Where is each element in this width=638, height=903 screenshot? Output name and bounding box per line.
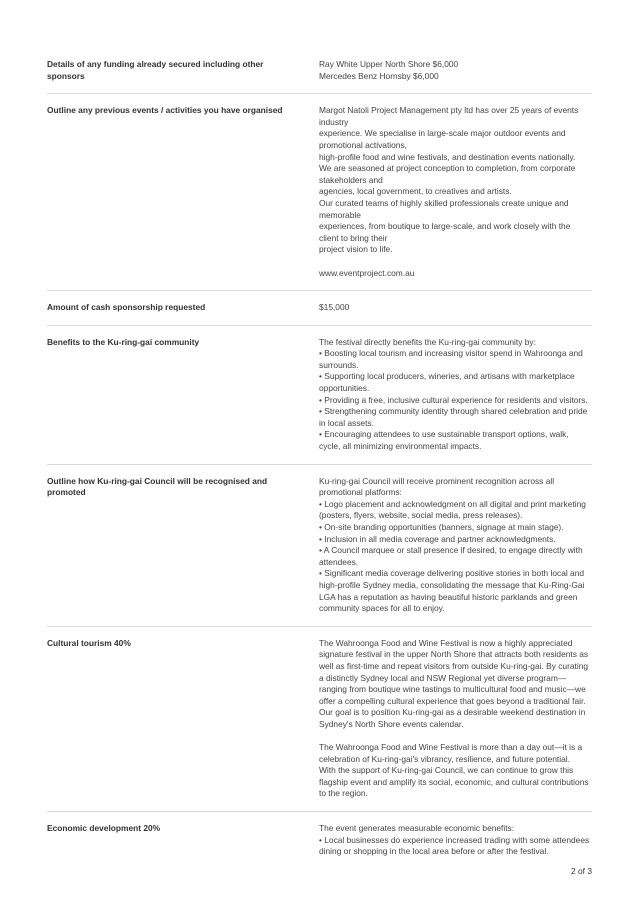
field-value-line: high-profile Sydney media, consolidating the message that Ku-Ring-Gai: [319, 579, 585, 590]
field-value-line: • Strengthening community identity through shared celebration and pride: [319, 406, 588, 417]
field-label-line: Details of any funding already secured including other: [47, 59, 264, 69]
table-row: [47, 476, 592, 627]
field-value-line: The event generates measurable economic benefits:: [319, 823, 515, 834]
field-value-line: • Logo placement and acknowledgment on all digital and print marketing: [319, 498, 586, 509]
field-value-line: We are seasoned at project conception to completion, from corporate: [319, 163, 576, 174]
field-label: [47, 59, 319, 82]
field-value-line: project vision to life.: [319, 244, 393, 255]
field-label: [47, 476, 319, 615]
field-value: [319, 337, 592, 453]
field-value-line: industry: [319, 116, 349, 127]
field-value-line: LGA has a reputation as having beautiful historic parklands and green: [319, 591, 578, 602]
table-row: [47, 59, 592, 94]
field-label: [47, 105, 319, 279]
field-label-line: Outline any previous events / activities you have organised: [47, 105, 283, 116]
field-value-line: The Wahroonga Food and Wine Festival is now a highly appreciated: [319, 637, 573, 648]
field-value-line: Sydney's North Shore events calendar.: [319, 718, 464, 729]
field-value-line: offer a compelling cultural experience that goes beyond a traditional fair.: [319, 695, 586, 706]
field-label-line: Benefits to the Ku-ring-gai community: [47, 336, 200, 347]
field-value-line: well as first-time and repeat visitors from outside Ku-ring-gai. By curating: [319, 660, 589, 671]
field-label: [47, 823, 319, 858]
field-value: [319, 105, 592, 279]
field-value-line: Ray White Upper North Shore $6,000: [319, 59, 459, 69]
field-label-line: sponsors: [47, 70, 85, 81]
field-value-line: agencies, local government, to creatives and artists.: [319, 186, 512, 197]
field-value-line: celebration of Ku-ring-gai's vibrancy, resilience, and future potential.: [319, 753, 570, 764]
field-value-line: dining or shopping in the local area before or after the festival.: [319, 846, 549, 857]
field-label-line: Economic development 20%: [47, 823, 161, 834]
field-value-line: $15,000: [319, 302, 350, 313]
field-value-line: opportunities.: [319, 383, 370, 394]
field-value-line: memorable: [319, 209, 361, 220]
field-value-line: signature festival in the upper North Shore that attracts both residents as: [319, 649, 589, 660]
field-value-line: surrounds.: [319, 359, 359, 370]
field-value-line: Ku-ring-gai Council will receive prominent recognition across all: [319, 475, 555, 486]
field-value-line: experience. We specialise in large-scale major outdoor events and: [319, 128, 566, 139]
field-value-line: in local assets.: [319, 417, 374, 428]
field-value-line: The Wahroonga Food and Wine Festival is more than a day out—it is a: [319, 742, 583, 753]
field-value-line: community spaces for all to enjoy.: [319, 603, 445, 614]
field-value-line: promotional platforms:: [319, 487, 402, 498]
paragraph-gap: [319, 256, 592, 268]
table-row: [47, 638, 592, 812]
field-value-line: Mercedes Benz Hornsby $6,000: [319, 70, 439, 81]
field-value: [319, 638, 592, 800]
page-number: 2 of 3: [571, 866, 592, 876]
field-value-line: cycle, all minimizing environmental impacts.: [319, 441, 482, 452]
field-value-line: Our curated teams of highly skilled professionals create unique and: [319, 197, 569, 208]
field-value: [319, 823, 592, 858]
field-label-line: Cultural tourism 40%: [47, 637, 131, 648]
field-label-line: Amount of cash sponsorship requested: [47, 302, 206, 313]
website-link: www.eventproject.com.au: [319, 267, 415, 278]
field-value-line: With the support of Ku-ring-gai Council, we can continue to grow this: [319, 765, 574, 776]
field-value-line: a distinctly Sydney local and NSW Regional yet diverse program—: [319, 672, 567, 683]
field-value-line: to the region.: [319, 788, 368, 799]
field-label-line: promoted: [47, 487, 86, 498]
field-value-line: • Boosting local tourism and increasing visitor spend in Wahroonga and: [319, 348, 583, 359]
form-table: [47, 59, 592, 880]
field-value-line: stakeholders and: [319, 174, 383, 185]
field-value-line: • A Council marquee or stall presence if desired, to engage directly with: [319, 545, 583, 556]
table-row: [47, 823, 592, 869]
field-value-line: • Local businesses do experience increased trading with some attendees: [319, 834, 590, 845]
field-value-line: • Inclusion in all media coverage and partner acknowledgments.: [319, 533, 556, 544]
field-value-line: client to bring their: [319, 232, 388, 243]
table-row: [47, 105, 592, 291]
field-value-line: • On-site branding opportunities (banners, signage at main stage).: [319, 522, 564, 532]
field-value-line: • Encouraging attendees to use sustainable transport options, walk,: [319, 429, 569, 440]
field-value-line: ranging from boutique wine tastings to multicultural food and music—we: [319, 684, 586, 695]
field-value-line: Our goal is to position Ku-ring-gai as a desirable weekend destination in: [319, 707, 586, 718]
field-label: [47, 302, 319, 314]
field-value: [319, 302, 592, 314]
field-value-line: (posters, flyers, website, social media, press releases).: [319, 510, 523, 521]
field-value-line: • Providing a free, inclusive cultural experience for residents and visitors.: [319, 394, 588, 405]
field-label: [47, 638, 319, 800]
field-value: [319, 59, 592, 82]
field-value-line: attendees.: [319, 556, 359, 567]
field-value: [319, 476, 592, 615]
field-value-line: • Significant media coverage delivering positive stories in both local and: [319, 568, 585, 579]
field-label-line: Outline how Ku-ring-gai Council will be recognised and: [47, 475, 268, 486]
field-value-line: flagship event and amplify its social, economic, and cultural contributions: [319, 776, 589, 787]
table-row: [47, 337, 592, 465]
field-value-line: • Supporting local producers, wineries, and artisans with marketplace: [319, 371, 575, 382]
table-row: [47, 302, 592, 326]
field-value-line: experiences, from boutique to large-scale, and work closely with the: [319, 221, 571, 232]
field-value-line: Margot Natoli Project Management pty ltd has over 25 years of events: [319, 105, 579, 116]
paragraph-gap: [319, 731, 592, 743]
field-value-line: high-profile food and wine festivals, and destination events nationally.: [319, 151, 576, 162]
field-value-line: promotional activations,: [319, 139, 407, 150]
field-value-line: The festival directly benefits the Ku-ring-gai community by:: [319, 336, 536, 347]
field-label: [47, 337, 319, 453]
